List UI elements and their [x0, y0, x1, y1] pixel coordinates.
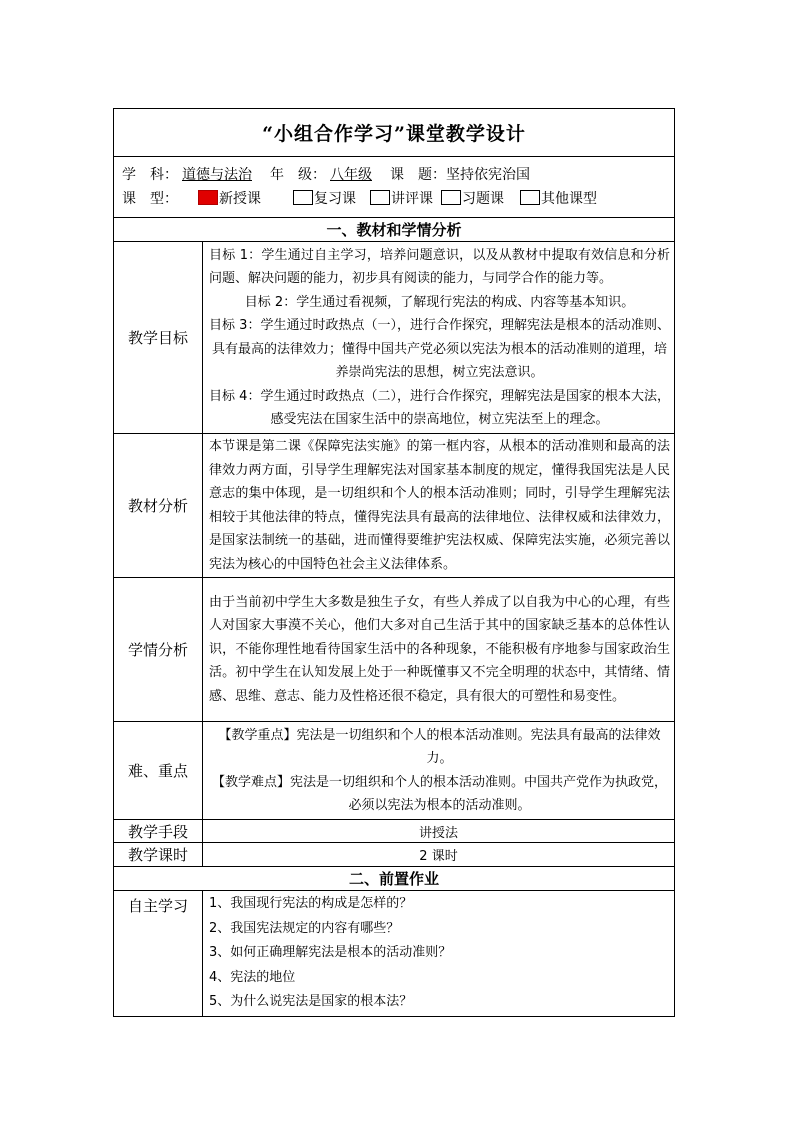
title-cell: [114, 109, 675, 157]
hours-label: 教学课时: [114, 843, 203, 867]
self-study-label: 自主学习: [114, 891, 203, 1017]
list-item: 5、为什么说宪法是国家的根本法？: [209, 994, 413, 1009]
means-value: 讲授法: [203, 820, 675, 843]
info-line-subject: [122, 163, 674, 187]
info-cell: [114, 157, 675, 218]
textbook-label: 教材分析: [114, 434, 203, 578]
hours-value: 2 课时: [203, 843, 675, 867]
lesson-plan-table: [113, 108, 675, 1017]
checkbox-other-lesson[interactable]: [520, 190, 540, 205]
students-analysis-text: 由于当前初中学生大多数是独生子女，有些人养成了以自我为中心的心理，有些人对国家大事漠不关心，他们大多对自己生活于其中的国家缺乏基本的总体性认识，不能你理性地看待国家生活中的各种现象，不能积极有序地参与国家政治生活。初中学生在认知发展上处于一种既懂事又不完全明理的状态中，其情绪、情感、思维、意志、能力及性格还很不稳定，具有很大的可塑性和易变性。: [203, 578, 675, 722]
subject-value: 道德与法治: [182, 167, 252, 183]
list-item: 4、宪法的地位: [209, 969, 296, 985]
list-item: 2、我国宪法规定的内容有哪些？: [209, 920, 400, 936]
page-title: “小组合作学习”课堂教学设计: [262, 123, 526, 145]
type-option-label: 复习课: [314, 191, 356, 207]
key-point: 【教学重点】宪法是一切组织和个人的根本活动准则。宪法具有最高的法律效力。: [218, 727, 661, 766]
goal-3: 目标 3：学生通过时政热点（一），进行合作探究，理解宪法是根本的活动准则、具有最高的法律效力；懂得中国共产党必须以宪法为根本的活动准则的道理，培养崇尚宪法的思想，树立宪法意识。: [209, 318, 670, 380]
checkbox-review-lesson[interactable]: [293, 190, 313, 205]
type-option-label: 新授课: [219, 191, 261, 207]
goals-label: 教学目标: [114, 242, 203, 434]
keypoints-label: 难、重点: [114, 722, 203, 820]
goal-4: 目标 4：学生通过时政热点（二），进行合作探究，理解宪法是国家的根本大法，感受宪法在国家生活中的崇高地位，树立宪法至上的理念。: [209, 388, 670, 427]
textbook-analysis-text: 本节课是第二课《保障宪法实施》的第一框内容，从根本的活动准则和最高的法律效力两方面，引导学生理解宪法对国家基本制度的规定，懂得我国宪法是人民意志的集中体现，是一切组织和个人的根本活动准则；同时，引导学生理解宪法相较于其他法律的特点，懂得宪法具有最高的法律地位、法律权威和法律效力，是国家法制统一的基础，进而懂得要维护宪法权威、保障宪法实施，必须完善以宪法为核心的中国特色社会主义法律体系。: [203, 434, 675, 578]
goal-1: 目标 1：学生通过自主学习，培养问题意识，以及从教材中提取有效信息和分析问题、解决问题的能力，初步具有阅读的能力，与同学合作的能力等。: [209, 247, 671, 286]
self-study-list: [209, 892, 670, 1015]
checkbox-commentary-lesson[interactable]: [370, 190, 390, 205]
goals-content: [203, 242, 675, 434]
checkbox-exercise-lesson[interactable]: [441, 190, 461, 205]
students-label: 学情分析: [114, 578, 203, 722]
info-line-type: [122, 187, 674, 211]
type-option-label: 习题课: [462, 191, 504, 207]
topic-label: 课 题：: [390, 167, 446, 183]
checkbox-new-lesson[interactable]: [198, 190, 218, 205]
grade-value: 八年级: [330, 167, 372, 183]
difficult-point: 【教学难点】宪法是一切组织和个人的根本活动准则。中国共产党作为执政党，必须以宪法为根本的活动准则。: [212, 774, 668, 813]
section-heading-preview: 二、前置作业: [114, 867, 675, 891]
keypoints-content: [203, 722, 675, 820]
means-label: 教学手段: [114, 820, 203, 843]
list-item: 1、我国现行宪法的构成是怎样的？: [209, 896, 413, 911]
type-option-label: 其他课型: [541, 191, 597, 207]
list-item: 3、如何正确理解宪法是根本的活动准则？: [209, 945, 452, 960]
grade-label: 年 级：: [270, 167, 326, 183]
subject-label: 学 科：: [122, 167, 178, 183]
goal-2: 目标 2：学生通过看视频，了解现行宪法的构成、内容等基本知识。: [244, 294, 635, 310]
type-option-label: 讲评课: [391, 191, 433, 207]
self-study-content: [203, 891, 675, 1017]
type-label: 课 型：: [122, 191, 178, 207]
section-heading-analysis: 一、教材和学情分析: [114, 218, 675, 242]
topic-value: 坚持依宪治国: [446, 167, 530, 183]
